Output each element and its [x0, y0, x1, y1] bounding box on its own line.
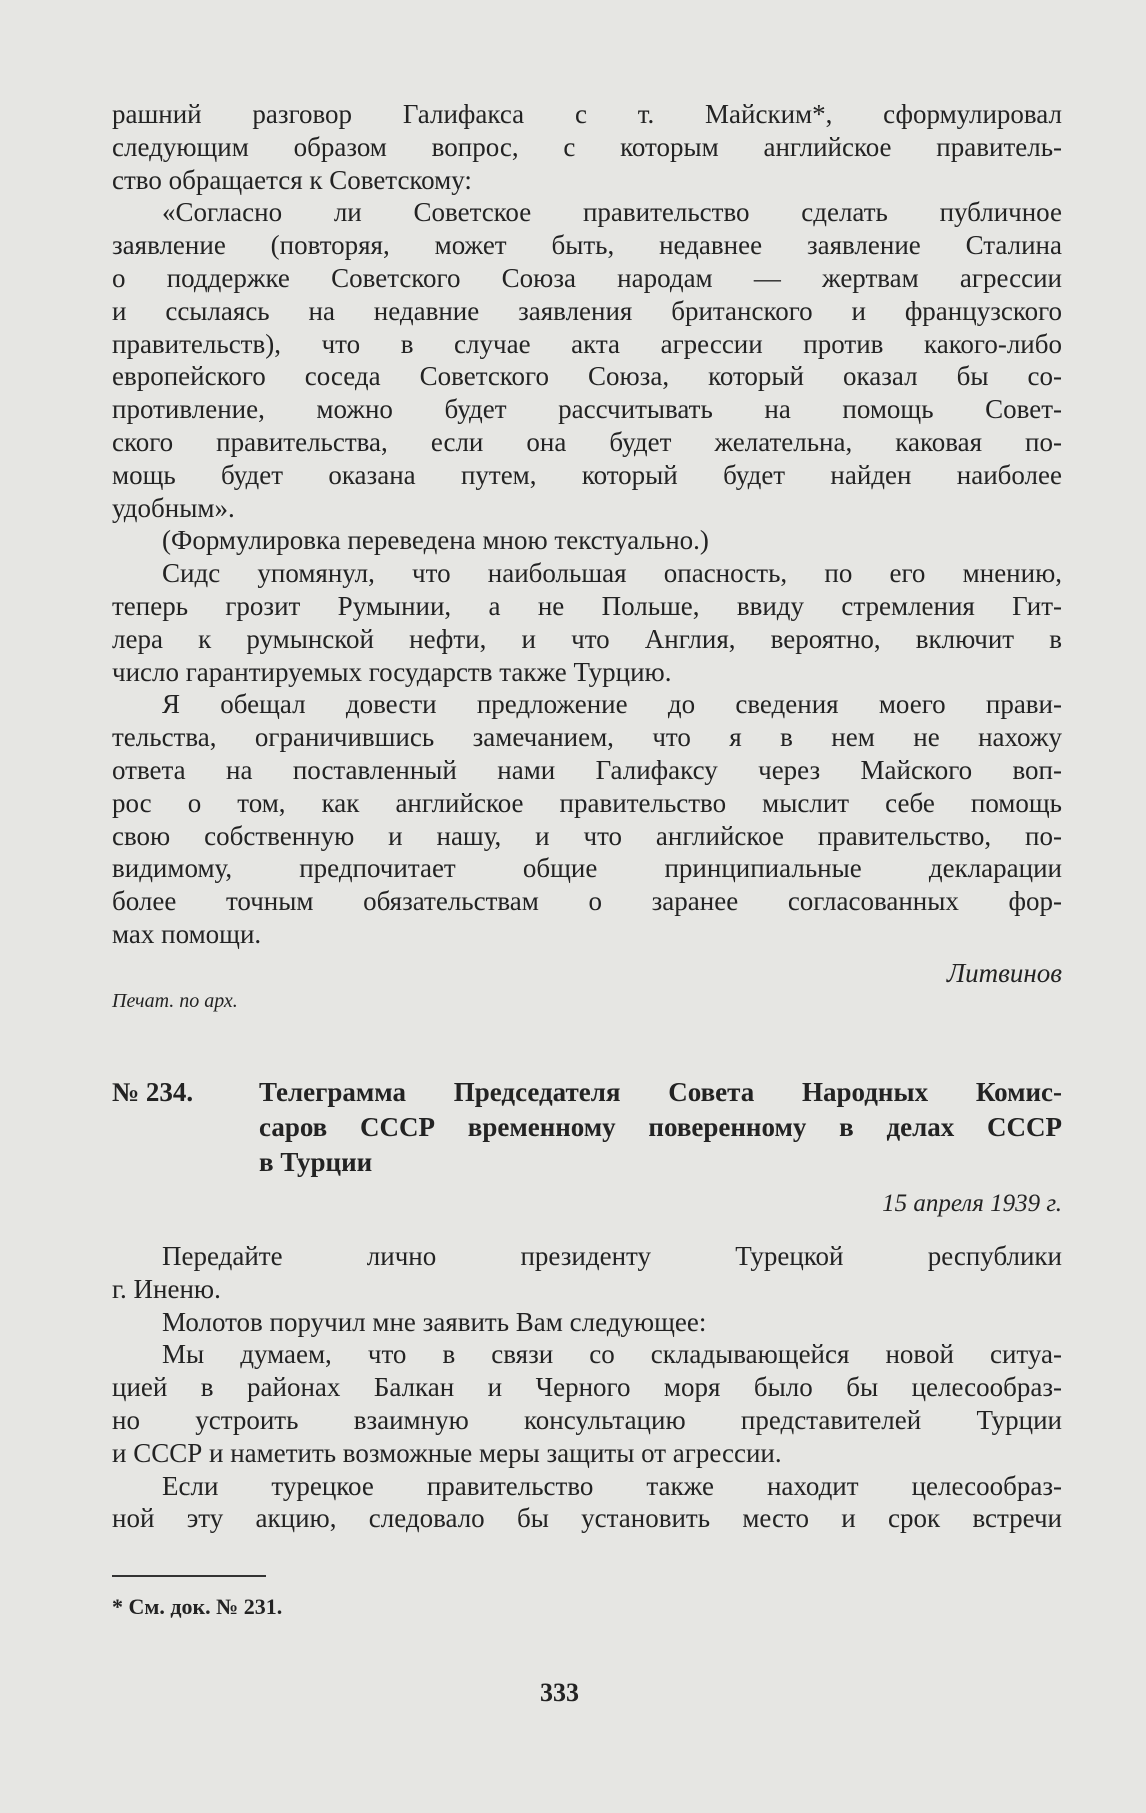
text-line: лера к румынской нефти, и что Англия, вероятно, включит в — [112, 623, 1062, 654]
text-line: правительств), что в случае акта агрессии против какого-либо — [112, 328, 1062, 359]
source-note: Печат. по арх. — [112, 990, 238, 1012]
text-line: Мы думаем, что в связи со складывающейся новой ситуа- — [162, 1339, 1062, 1370]
footnote-divider — [112, 1575, 266, 1577]
text-line: цией в районах Балкан и Черного моря было бы целесообраз- — [112, 1372, 1062, 1403]
text-line: г. Иненю. — [112, 1273, 221, 1304]
text-line: ответа на поставленный нами Галифаксу через Майского воп- — [112, 754, 1062, 785]
document-date: 15 апреля 1939 г. — [882, 1190, 1062, 1217]
document-heading — [112, 1075, 1062, 1180]
document-title-line: саров СССР временному поверенному в делах СССР — [259, 1112, 1062, 1142]
signature: Литвинов — [946, 958, 1062, 988]
text-line: заявление (повторяя, может быть, недавнее заявление Сталина — [112, 230, 1062, 261]
document-title-line: Телеграмма Председателя Совета Народных Комис- — [259, 1077, 1062, 1107]
text-line: и ссылаясь на недавние заявления британского и французского — [112, 295, 1062, 326]
text-line: Я обещал довести предложение до сведения моего прави- — [162, 689, 1062, 720]
text-line: следующим образом вопрос, с которым английское правитель- — [112, 131, 1062, 162]
text-line: ского правительства, если она будет желательна, каковая по- — [112, 426, 1062, 457]
text-line: рос о том, как английское правительство мыслит себе помощь — [112, 787, 1062, 818]
text-line: число гарантируемых государств также Турцию. — [112, 656, 672, 687]
text-line: мах помощи. — [112, 918, 262, 949]
body-text-lower — [112, 1240, 1062, 1535]
text-line: мощь будет оказана путем, который будет найден наиболее — [112, 459, 1062, 490]
text-line: Если турецкое правительство также находит целесообраз- — [162, 1470, 1062, 1501]
text-line: но устроить взаимную консультацию представителей Турции — [112, 1404, 1062, 1435]
body-text-upper — [112, 98, 1062, 951]
text-line: (Формулировка переведена мною текстуально.) — [162, 525, 709, 556]
text-line: Передайте лично президенту Турецкой республики — [162, 1241, 1062, 1271]
text-line: теперь грозит Румынии, а не Польше, ввиду стремления Гит- — [112, 590, 1062, 621]
text-line: Молотов поручил мне заявить Вам следующее: — [162, 1306, 707, 1337]
text-line: о поддержке Советского Союза народам — жертвам агрессии — [112, 262, 1062, 293]
document-title-line: в Турции — [259, 1147, 373, 1177]
text-line: удобным». — [112, 492, 235, 523]
text-line: тельства, ограничившись замечанием, что я в нем не нахожу — [112, 722, 1062, 753]
text-line: и СССР и наметить возможные меры защиты от агрессии. — [112, 1437, 782, 1468]
text-line: видимому, предпочитает общие принципиальные декларации — [112, 853, 1062, 884]
text-line: противление, можно будет рассчитывать на помощь Совет- — [112, 394, 1062, 425]
text-line: ной эту акцию, следовало бы установить место и срок встречи — [112, 1503, 1062, 1534]
footnote: * См. док. № 231. — [112, 1594, 283, 1619]
text-line: более точным обязательствам о заранее согласованных фор- — [112, 886, 1062, 917]
text-line: европейского соседа Советского Союза, который оказал бы со- — [112, 361, 1062, 392]
text-line: «Согласно ли Советское правительство сделать публичное — [162, 197, 1062, 228]
document-number: № 234. — [112, 1077, 194, 1107]
text-line: Сидс упомянул, что наибольшая опасность, по его мнению, — [162, 558, 1062, 589]
page-number: 333 — [540, 1678, 579, 1707]
text-line: ство обращается к Советскому: — [112, 164, 472, 195]
text-line: рашний разговор Галифакса с т. Майским*, сформулировал — [112, 99, 1062, 129]
text-line: свою собственную и нашу, и что английское правительство, по- — [112, 820, 1062, 851]
